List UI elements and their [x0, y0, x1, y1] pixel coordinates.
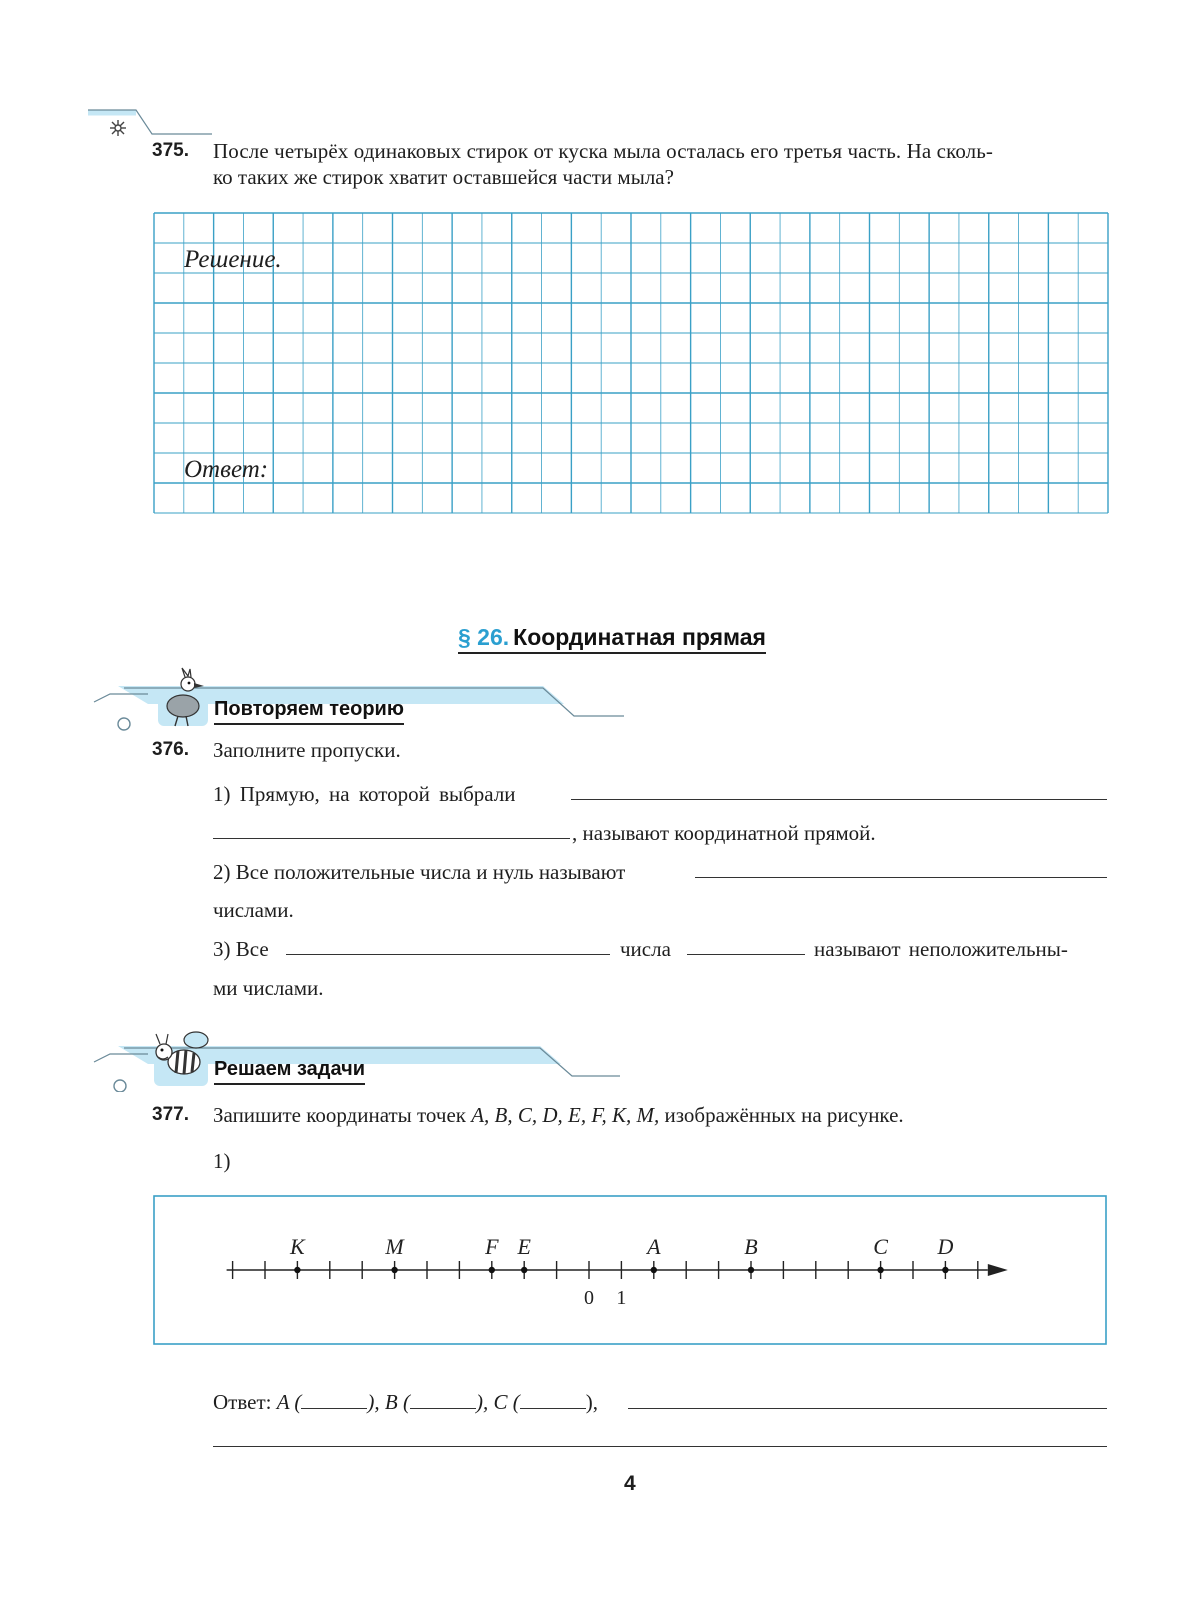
blank-3b[interactable]: [687, 954, 805, 955]
problem-377-points: A, B, C, D, E, F, K, M,: [471, 1103, 660, 1127]
point-C: [877, 1267, 883, 1273]
blank-1a[interactable]: [571, 799, 1107, 800]
problem-377-text-end: изображённых на рисунке.: [664, 1103, 904, 1127]
item2-end: числами.: [213, 898, 294, 922]
point-D: [942, 1267, 948, 1273]
answer-tail: ),: [585, 1390, 598, 1414]
point-label-B: B: [744, 1234, 758, 1259]
answer-a: A (: [276, 1390, 302, 1414]
star-difficulty-icon: [88, 108, 218, 142]
solution-label: Решение.: [184, 246, 282, 273]
point-label-M: M: [385, 1234, 404, 1259]
item1-start: 1) Прямую, на которой выбрали: [213, 782, 516, 806]
problem-376-number: 376.: [152, 739, 189, 760]
problem-376-prompt: Заполните пропуски.: [213, 738, 401, 762]
tick-label-0: 0: [584, 1287, 594, 1309]
item3-b: числа: [620, 937, 671, 961]
tasks-banner-label: Решаем задачи: [214, 1058, 365, 1085]
section-title: Координатная прямая: [513, 624, 766, 650]
blank-answer-rest[interactable]: [628, 1408, 1107, 1409]
point-B: [748, 1267, 754, 1273]
blank-3a[interactable]: [286, 954, 610, 955]
point-E: [521, 1267, 527, 1273]
bee-icon: [150, 1028, 214, 1086]
blank-c[interactable]: [520, 1392, 586, 1409]
item3-a: 3) Все: [213, 937, 269, 961]
blank-1b[interactable]: [213, 838, 570, 839]
theory-banner-label: Повторяем теорию: [214, 698, 404, 725]
section-heading: [458, 624, 766, 654]
point-label-A: A: [647, 1234, 661, 1259]
item3-c: называют неположительны-: [814, 937, 1068, 961]
solution-grid[interactable]: [153, 212, 1109, 514]
point-label-D: D: [937, 1234, 954, 1259]
point-F: [489, 1267, 495, 1273]
item2-start: 2) Все положительные числа и нуль называют: [213, 860, 626, 884]
point-M: [391, 1267, 397, 1273]
point-K: [294, 1267, 300, 1273]
point-label-C: C: [873, 1234, 888, 1259]
point-label-F: F: [485, 1234, 499, 1259]
problem-375-number: 375.: [152, 140, 189, 161]
point-label-K: K: [290, 1234, 305, 1259]
blank-2[interactable]: [695, 877, 1107, 878]
answer-label-375: Ответ:: [184, 456, 269, 483]
blank-answer-line2[interactable]: [213, 1446, 1107, 1447]
problem-375-line2: ко таких же стирок хватит оставшейся части мыла?: [213, 165, 674, 189]
problem-377-text-start: Запишите координаты точек: [213, 1103, 466, 1127]
answer-b: ), B (: [367, 1390, 410, 1414]
answer-c: ), C (: [476, 1390, 520, 1414]
problem-377-number: 377.: [152, 1104, 189, 1125]
problem-377-text: [213, 1102, 904, 1128]
answer-line-377: [213, 1389, 598, 1415]
answer-prefix: Ответ:: [213, 1390, 272, 1414]
blank-b[interactable]: [410, 1392, 476, 1409]
point-A: [651, 1267, 657, 1273]
number-line-figure: [153, 1195, 1107, 1345]
item1-end: , называют координатной прямой.: [572, 821, 876, 845]
bird-icon: [158, 666, 208, 728]
section-number: § 26.: [458, 624, 510, 650]
sub-item-1: 1): [213, 1149, 231, 1173]
problem-375-line1: После четырёх одинаковых стирок от куска мыла осталась его третья часть. На сколь-: [213, 139, 993, 163]
page-number: 4: [624, 1472, 636, 1495]
point-label-E: E: [517, 1234, 531, 1259]
blank-a[interactable]: [301, 1392, 367, 1409]
item3-end: ми числами.: [213, 976, 324, 1000]
tick-label-1: 1: [616, 1287, 627, 1309]
